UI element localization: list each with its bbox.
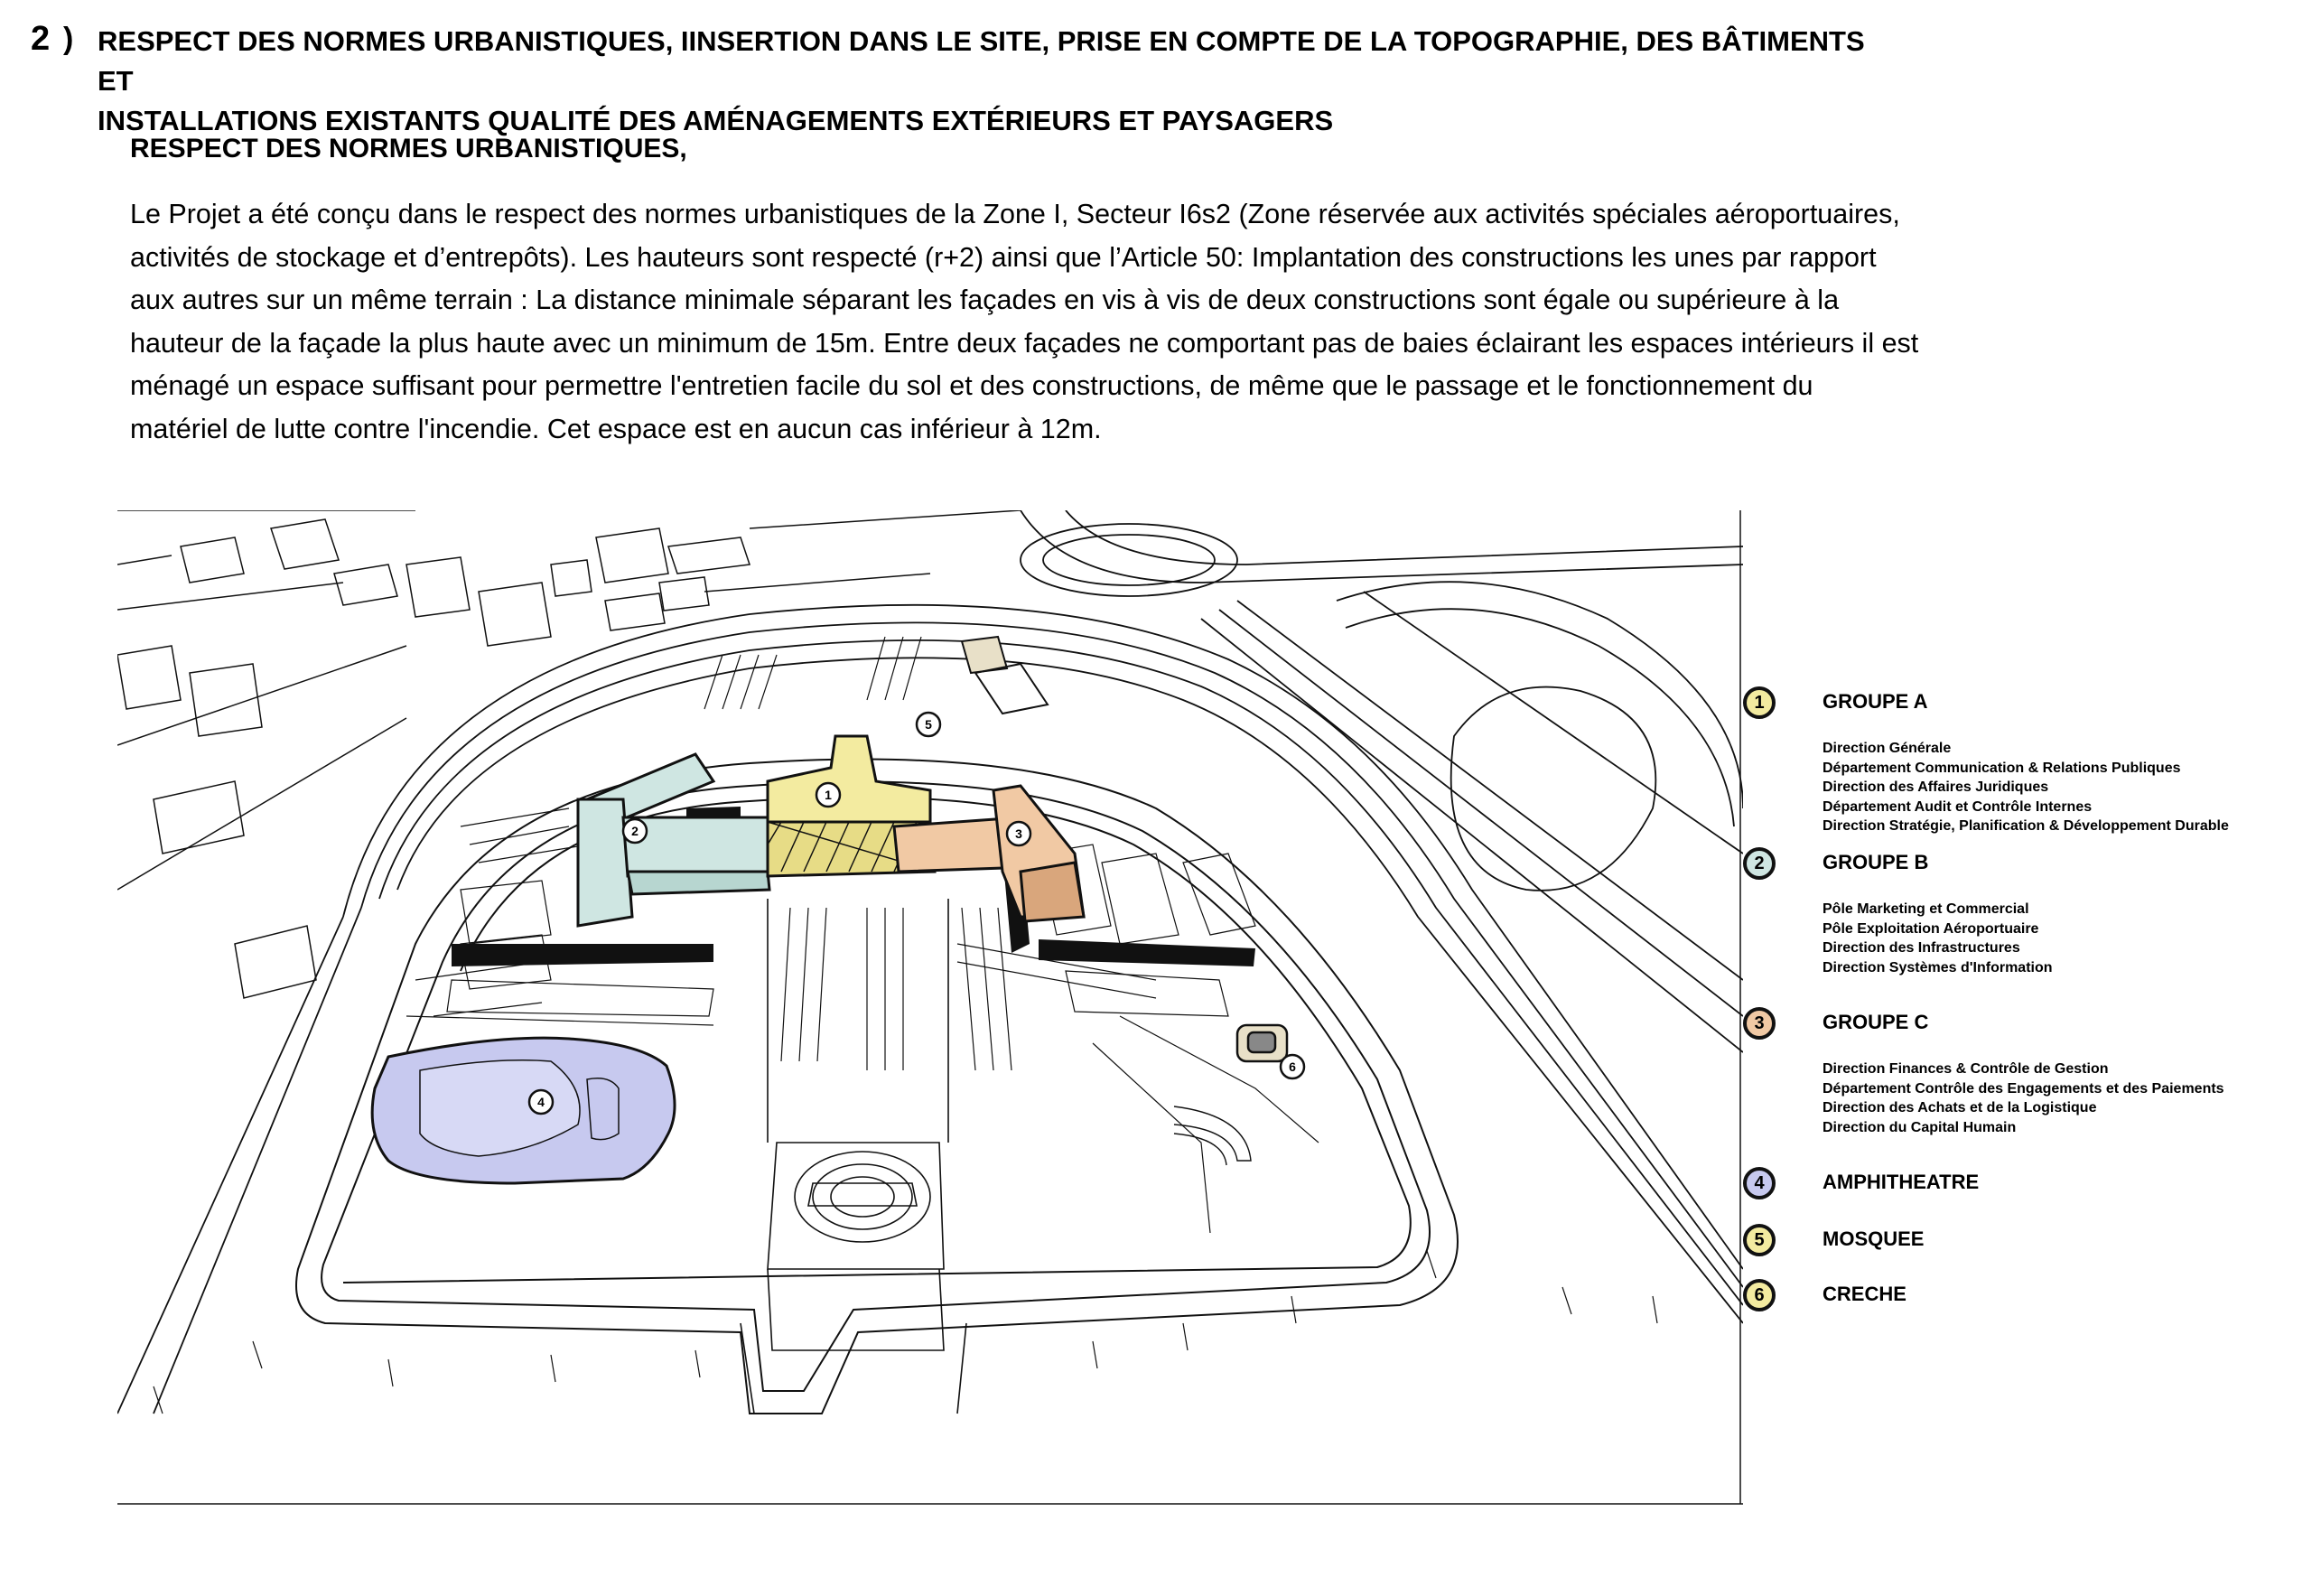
legend-title: MOSQUEE bbox=[1823, 1227, 1925, 1250]
marker-1 bbox=[816, 783, 840, 807]
marker-6-label: 6 bbox=[1289, 1059, 1296, 1074]
legend-item: Direction des Achats et de la Logistique bbox=[1823, 1100, 2097, 1115]
legend-title: GROUPE A bbox=[1823, 690, 1928, 713]
building-mosquee bbox=[962, 637, 1048, 714]
marker-4 bbox=[529, 1090, 553, 1114]
legend-item: Direction des Affaires Juridiques bbox=[1823, 779, 2049, 795]
marker-3 bbox=[1007, 822, 1030, 845]
legend-title: GROUPE B bbox=[1823, 851, 1929, 873]
marker-5-label: 5 bbox=[925, 717, 932, 732]
legend-title: GROUPE C bbox=[1823, 1011, 1929, 1033]
legend-item: Département Audit et Contrôle Internes bbox=[1823, 798, 2093, 815]
legend-items bbox=[1823, 900, 2053, 977]
marker-5 bbox=[917, 713, 940, 736]
legend-items bbox=[1823, 1059, 2224, 1137]
section-title-line-2: INSTALLATIONS EXISTANTS QUALITÉ DES AMÉNAGEMENTS EXTÉRIEURS ET PAYSAGERS bbox=[98, 105, 1334, 136]
body-line: Le Projet a été conçu dans le respect des normes urbanistiques de la Zone I, Secteur I6s2 (Zone réservée aux activités spéciales aéroportuaires, bbox=[130, 199, 1900, 229]
legend-number-badge: 3 bbox=[1743, 1007, 1776, 1040]
legend-number-badge: 6 bbox=[1743, 1279, 1776, 1311]
legend-item: Pôle Exploitation Aéroportuaire bbox=[1823, 920, 2039, 937]
building-groupe-b bbox=[578, 754, 769, 926]
legend-title: CRECHE bbox=[1823, 1283, 1906, 1305]
legend-number-badge: 1 bbox=[1743, 686, 1776, 719]
legend-title: AMPHITHEATRE bbox=[1823, 1171, 1980, 1193]
body-line: aux autres sur un même terrain : La distance minimale séparant les façades en vis à vis de deux constructions sont égale ou supérieure à la bbox=[130, 285, 1840, 315]
legend-item: Département Communication & Relations Publiques bbox=[1823, 760, 2181, 776]
legend-item: Direction Générale bbox=[1823, 741, 1952, 756]
highway-roads bbox=[117, 510, 1743, 1414]
marker-4-label: 4 bbox=[537, 1095, 545, 1109]
section-title-line-1: RESPECT DES NORMES URBANISTIQUES, IINSERTION DANS LE SITE, PRISE EN COMPTE DE LA TOPOGRAPHIE, DES BÂTIMENTS ET bbox=[98, 25, 1865, 97]
body-line: activités de stockage et d’entrepôts). Les hauteurs sont respecté (r+2) ainsi que l’Article 50: Implantation des constructions les unes par rapport bbox=[130, 241, 1877, 273]
legend-item: Département Contrôle des Engagements et des Paiements bbox=[1823, 1080, 2224, 1097]
section-title bbox=[98, 22, 1904, 141]
site-plan-drawing bbox=[117, 510, 1743, 1513]
legend-item: Direction des Infrastructures bbox=[1823, 940, 2020, 956]
subsection-title: RESPECT DES NORMES URBANISTIQUES, bbox=[130, 134, 687, 163]
legend-item: Direction du Capital Humain bbox=[1823, 1119, 2017, 1135]
legend-item: Pôle Marketing et Commercial bbox=[1823, 901, 2029, 917]
legend-item: Direction Systèmes d'Information bbox=[1823, 959, 2053, 975]
building-amphitheatre bbox=[372, 1038, 675, 1183]
legend-item: Direction Finances & Contrôle de Gestion bbox=[1823, 1061, 2109, 1077]
section-number-paren: ) bbox=[63, 22, 74, 56]
body-line: hauteur de la façade la plus haute avec un minimum de 15m. Entre deux façades ne comportant pas de baies éclairant les espaces intérieurs il est bbox=[130, 327, 1919, 359]
legend-number-badge: 4 bbox=[1743, 1167, 1776, 1199]
body-paragraph bbox=[130, 193, 2054, 451]
legend-items bbox=[1823, 739, 2229, 836]
central-axis bbox=[741, 899, 966, 1414]
marker-2 bbox=[623, 819, 647, 843]
marker-2-label: 2 bbox=[631, 824, 639, 838]
marker-1-label: 1 bbox=[825, 788, 832, 802]
section-number: 2 bbox=[31, 20, 51, 58]
legend-item: Direction Stratégie, Planification & Développement Durable bbox=[1823, 818, 2229, 834]
legend-number-badge: 2 bbox=[1743, 847, 1776, 880]
building-creche bbox=[1237, 1025, 1287, 1061]
marker-6 bbox=[1281, 1055, 1304, 1078]
marker-3-label: 3 bbox=[1015, 826, 1022, 841]
legend-number-badge: 5 bbox=[1743, 1224, 1776, 1256]
body-line: matériel de lutte contre l'incendie. Cet espace est en aucun cas inférieur à 12m. bbox=[130, 413, 1102, 444]
body-line: ménagé un espace suffisant pour permettre l'entretien facile du sol et des constructions, de même que le passage et le fonctionnement du bbox=[130, 370, 1813, 401]
